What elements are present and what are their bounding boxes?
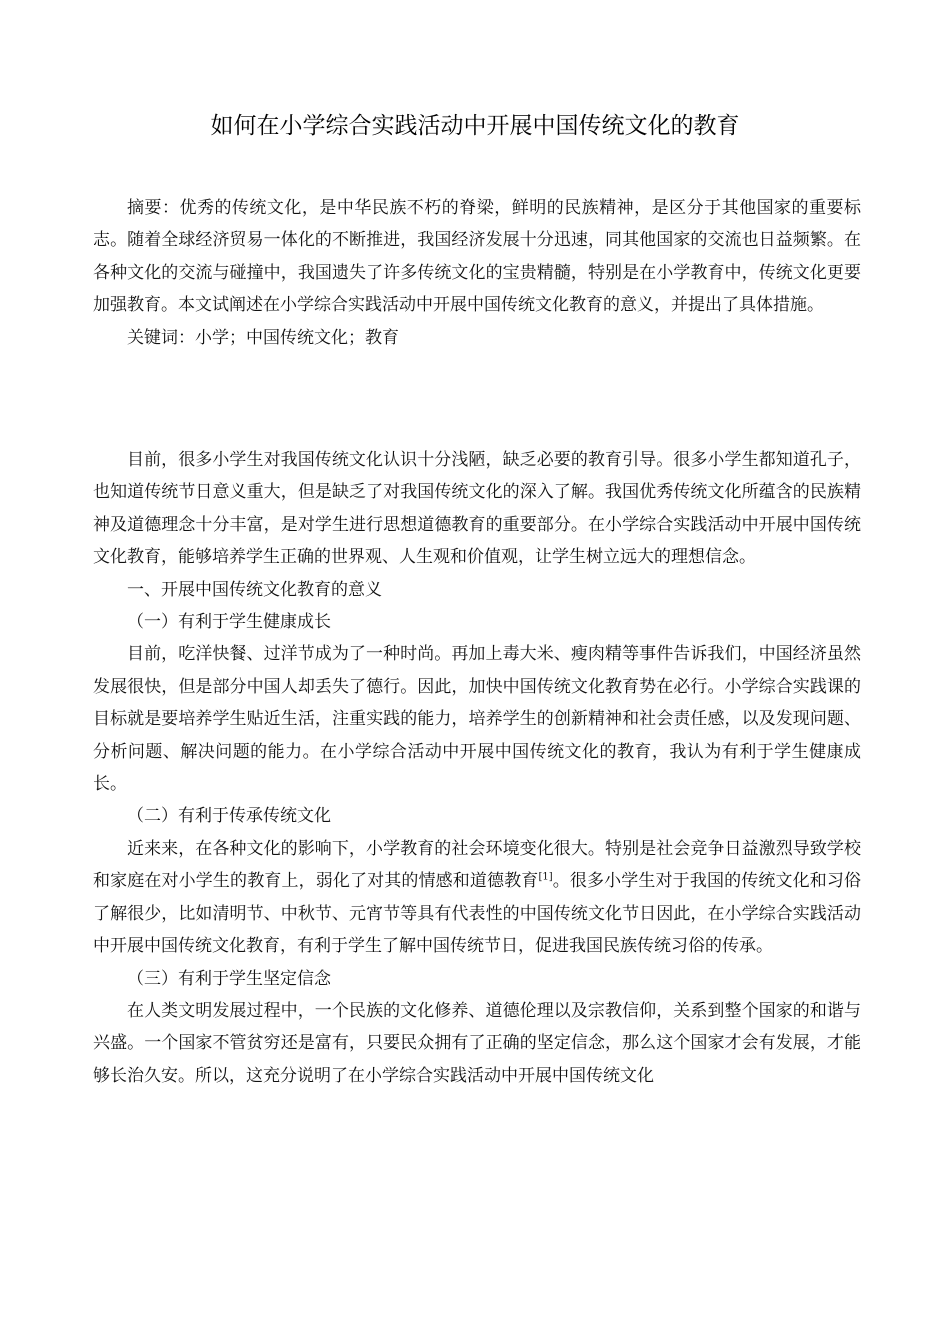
- abstract-label: 摘要：: [127, 198, 180, 218]
- subsection2-text-b: 。很多小学生对于我国的传统文化和习俗了解很少，比如清明节、中秋节、元宵节等具有代表性的中国传统文化节日因此，在小学综合实践活动中开展中国传统文化教育，有利于学生了解中国传统节日，促进我国民族传统习俗的传承。: [93, 871, 862, 957]
- keywords-paragraph: [93, 322, 861, 354]
- subsection2-paragraph: [93, 833, 861, 963]
- keywords-label: 关键词：: [127, 327, 195, 348]
- subsection2-heading: （二）有利于传承传统文化: [127, 806, 331, 827]
- main-section: [93, 444, 861, 1092]
- subsection1-paragraph: 目前，吃洋快餐、过洋节成为了一种时尚。再加上毒大米、瘦肉精等事件告诉我们，中国经济虽然发展很快，但是部分中国人却丢失了德行。因此，加快中国传统文化教育势在必行。小学综合实践课的目标就是要培养学生贴近生活，注重实践的能力，培养学生的创新精神和社会责任感，以及发现问题、分析问题、解决问题的能力。在小学综合活动中开展中国传统文化的教育，我认为有利于学生健康成长。: [93, 644, 861, 795]
- abstract-section: [93, 192, 861, 354]
- subsection1-heading: （一）有利于学生健康成长: [127, 612, 331, 633]
- subsection3-heading: （三）有利于学生坚定信念: [127, 968, 331, 989]
- abstract-text: 优秀的传统文化，是中华民族不朽的脊梁，鲜明的民族精神，是区分于其他国家的重要标志。随着全球经济贸易一体化的不断推进，我国经济发展十分迅速，同其他国家的交流也日益频繁。在各种文化的交流与碰撞中，我国遗失了许多传统文化的宝贵精髓，特别是在小学教育中，传统文化更要加强教育。本文试阐述在小学综合实践活动中开展中国传统文化教育的意义，并提出了具体措施。: [93, 198, 862, 316]
- abstract-paragraph: [93, 192, 861, 322]
- section1-heading: 一、开展中国传统文化教育的意义: [127, 579, 382, 600]
- keywords-text: 小学；中国传统文化；教育: [195, 327, 399, 348]
- intro-paragraph: 目前，很多小学生对我国传统文化认识十分浅陋，缺乏必要的教育引导。很多小学生都知道孔子，也知道传统节日意义重大，但是缺乏了对我国传统文化的深入了解。我国优秀传统文化所蕴含的民族精神及道德理念十分丰富，是对学生进行思想道德教育的重要部分。在小学综合实践活动中开展中国传统文化教育，能够培养学生正确的世界观、人生观和价值观，让学生树立远大的理想信念。: [93, 450, 861, 568]
- citation-ref: [1]: [538, 871, 553, 883]
- subsection3-paragraph: 在人类文明发展过程中，一个民族的文化修养、道德伦理以及宗教信仰，关系到整个国家的和谐与兴盛。一个国家不管贫穷还是富有，只要民众拥有了正确的坚定信念，那么这个国家才会有发展，才能够长治久安。所以，这充分说明了在小学综合实践活动中开展中国传统文化: [93, 1000, 861, 1086]
- subsection2-text-a: 近来来，在各种文化的影响下，小学教育的社会环境变化很大。特别是社会竞争日益激烈导致学校和家庭在对小学生的教育上，弱化了对其的情感和道德教育: [93, 838, 861, 892]
- document-title: 如何在小学综合实践活动中开展中国传统文化的教育: [210, 113, 740, 139]
